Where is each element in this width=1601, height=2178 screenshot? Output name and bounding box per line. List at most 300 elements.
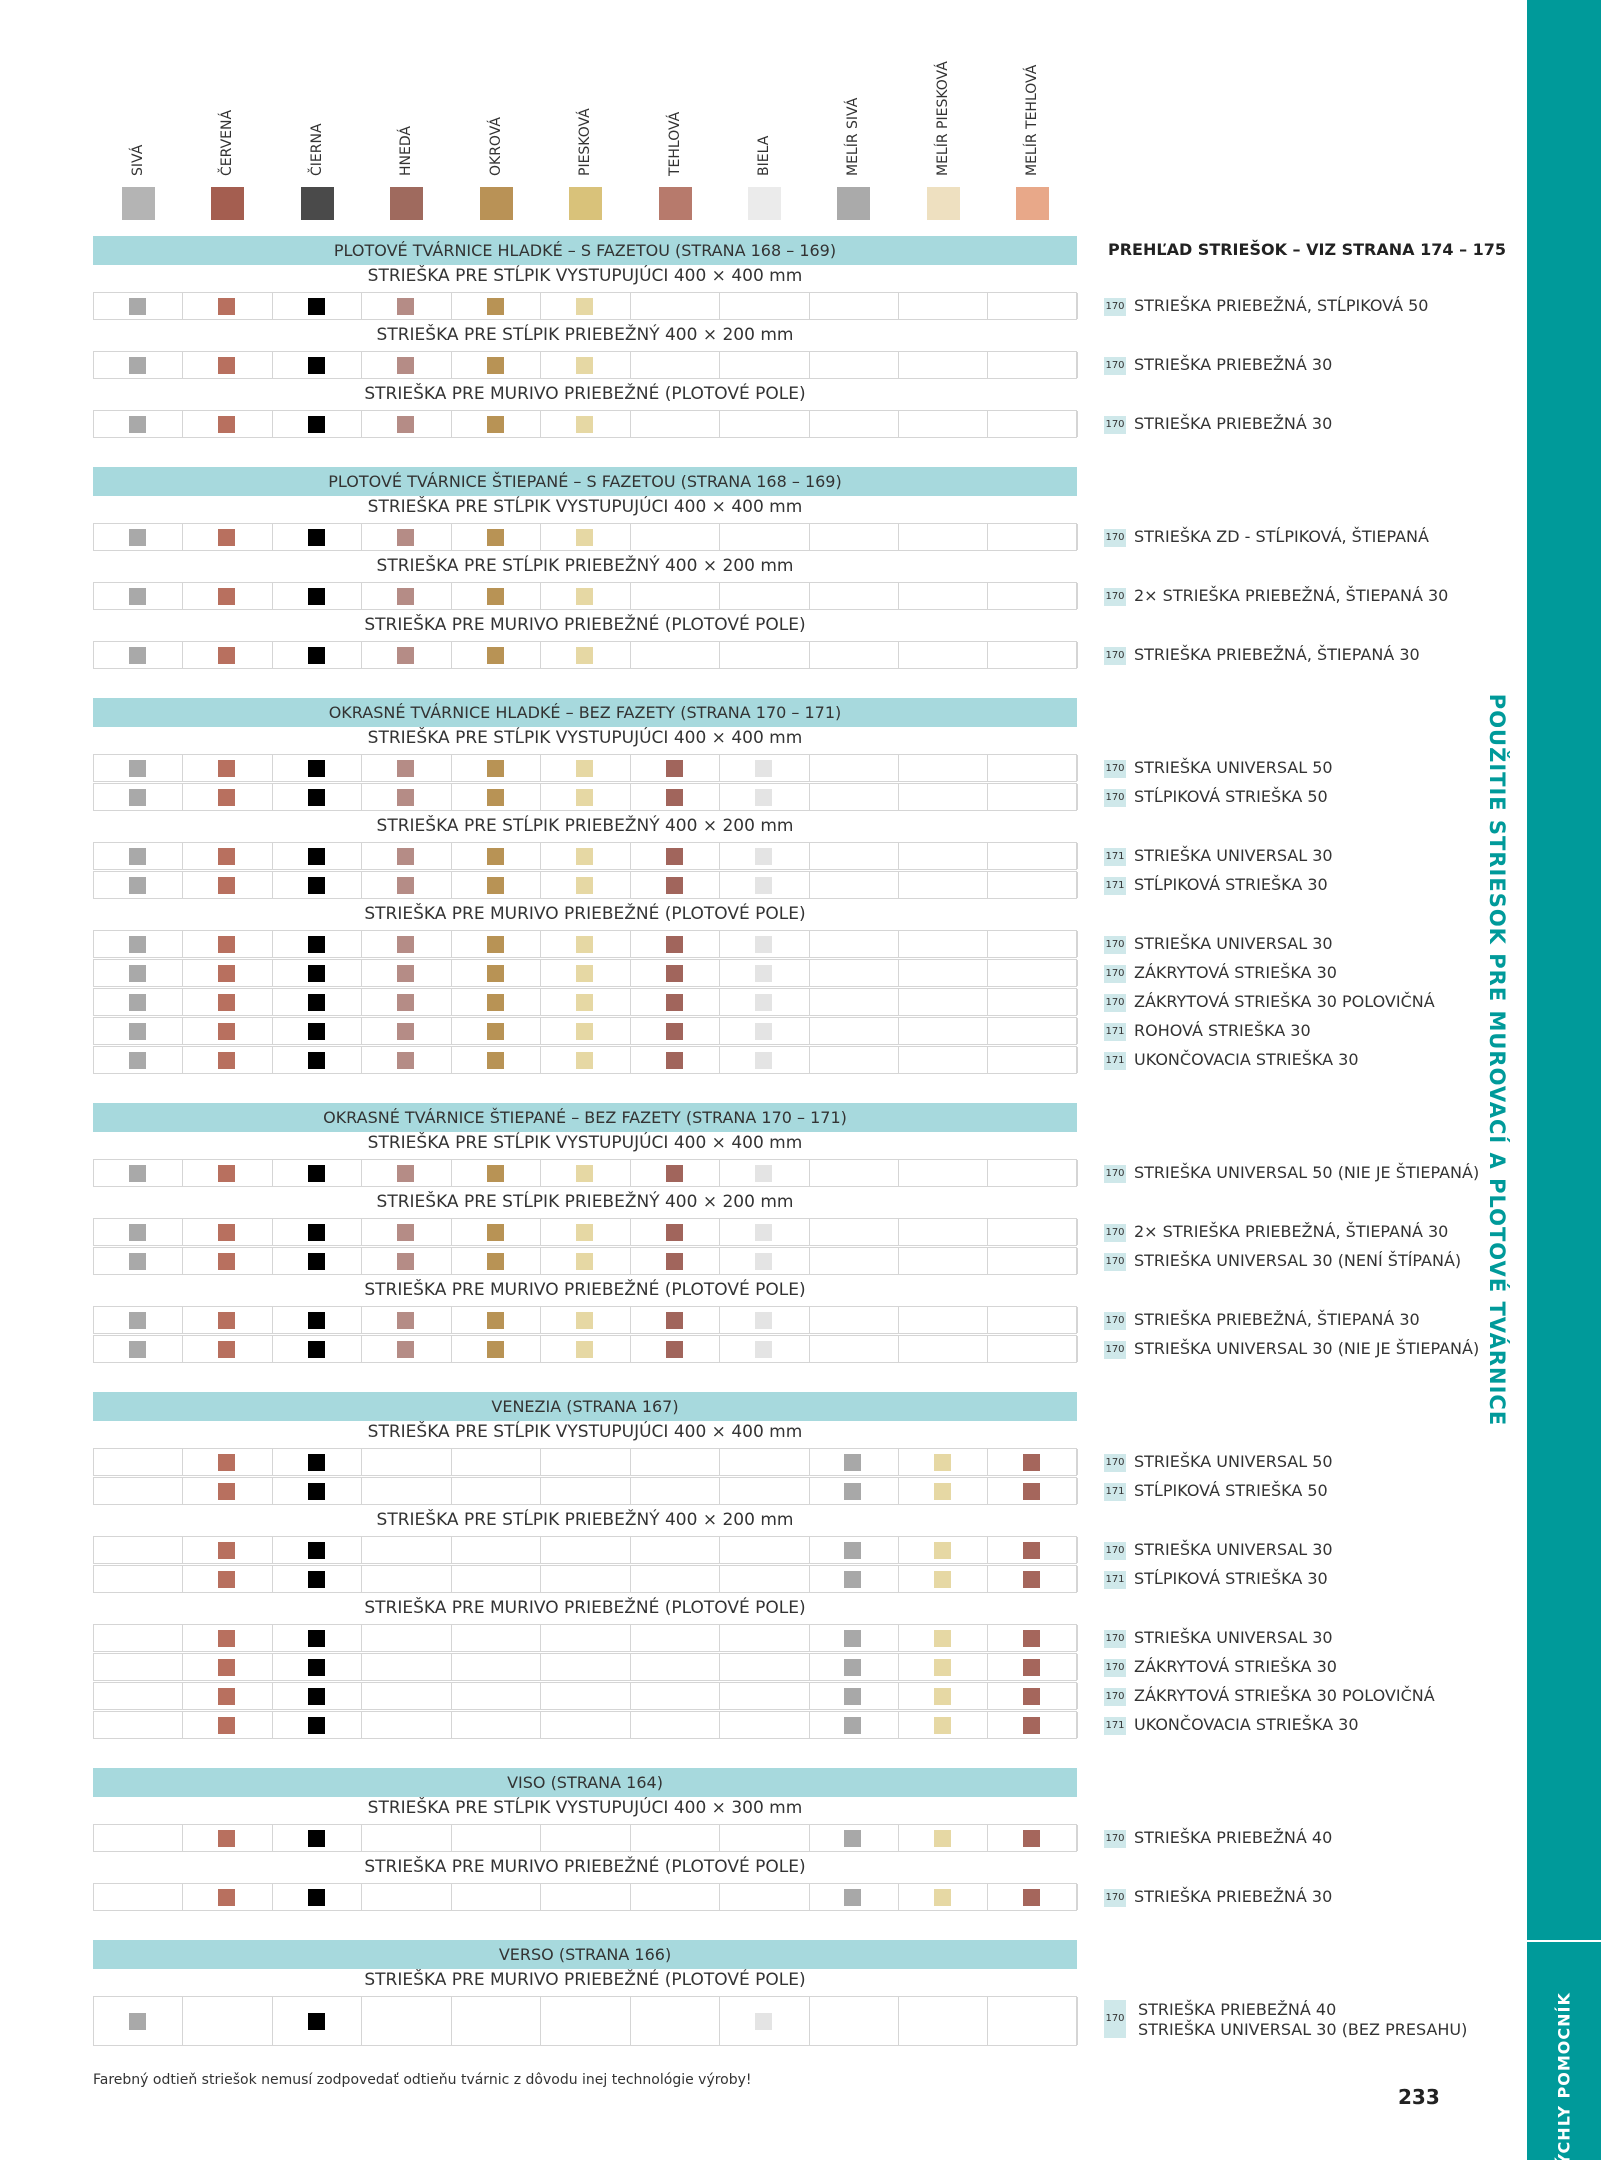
table-cell bbox=[541, 1683, 630, 1709]
reference-page-badge: 170 bbox=[1104, 588, 1126, 606]
reference-page-badge: 171 bbox=[1104, 1571, 1126, 1589]
table-cell bbox=[989, 1997, 1078, 2045]
color-availability-square bbox=[1023, 1571, 1040, 1588]
color-availability-square bbox=[1023, 1830, 1040, 1847]
section-header: PLOTOVÉ TVÁRNICE ŠTIEPANÉ – S FAZETOU (STRANA 168 – 169) bbox=[93, 467, 1077, 496]
reference-entry bbox=[1104, 1828, 1332, 1848]
table-cell bbox=[810, 1160, 899, 1186]
table-row bbox=[93, 1824, 1077, 1852]
reference-text: STRIEŠKA UNIVERSAL 30 bbox=[1134, 934, 1333, 953]
table-cell bbox=[810, 1018, 899, 1044]
color-availability-square bbox=[218, 298, 235, 315]
color-availability-square bbox=[755, 848, 772, 865]
table-cell bbox=[899, 1018, 988, 1044]
table-cell bbox=[631, 1566, 720, 1592]
reference-text: STRIEŠKA PRIEBEŽNÁ 40 bbox=[1138, 2000, 1337, 2019]
color-sample-swatch bbox=[927, 187, 960, 220]
table-cell bbox=[631, 524, 720, 550]
color-availability-square bbox=[666, 1253, 683, 1270]
group-title: STRIEŠKA PRE STĹPIK VYSTUPUJÚCI 400 × 400 mm bbox=[367, 1133, 803, 1153]
reference-text: STRIEŠKA PRIEBEŽNÁ 40 bbox=[1134, 1828, 1333, 1847]
table-cell bbox=[541, 1712, 630, 1738]
color-availability-square bbox=[308, 1483, 325, 1500]
color-availability-square bbox=[1023, 1630, 1040, 1647]
table-cell bbox=[989, 931, 1078, 957]
color-availability-square bbox=[576, 588, 593, 605]
color-availability-square bbox=[666, 789, 683, 806]
reference-page-badge: 170 bbox=[1104, 1454, 1126, 1472]
reference-page-badge: 170 bbox=[1104, 1630, 1126, 1648]
table-cell bbox=[94, 1566, 183, 1592]
color-availability-square bbox=[934, 1889, 951, 1906]
color-availability-square bbox=[129, 1312, 146, 1329]
color-availability-square bbox=[666, 848, 683, 865]
table-cell bbox=[362, 1825, 451, 1851]
reference-page-badge: 170 bbox=[1104, 1542, 1126, 1560]
table-cell bbox=[631, 1654, 720, 1680]
color-availability-square bbox=[218, 1454, 235, 1471]
color-name-label: PIESKOVÁ bbox=[577, 108, 593, 176]
group-title: STRIEŠKA PRE STĹPIK PRIEBEŽNÝ 400 × 200 mm bbox=[376, 1192, 794, 1212]
color-availability-square bbox=[129, 529, 146, 546]
table-cell bbox=[810, 352, 899, 378]
reference-entry bbox=[1104, 414, 1332, 434]
table-row bbox=[93, 1624, 1077, 1652]
color-availability-square bbox=[844, 1659, 861, 1676]
reference-page-badge: 170 bbox=[1104, 529, 1126, 547]
reference-text: STRIEŠKA UNIVERSAL 50 (NIE JE ŠTIEPANÁ) bbox=[1134, 1163, 1480, 1182]
reference-page-badge: 170 bbox=[1104, 416, 1126, 434]
color-availability-square bbox=[666, 877, 683, 894]
reference-text: STRIEŠKA PRIEBEŽNÁ 30 bbox=[1134, 414, 1333, 433]
color-availability-square bbox=[308, 1542, 325, 1559]
color-availability-square bbox=[666, 1224, 683, 1241]
color-availability-square bbox=[487, 1224, 504, 1241]
color-availability-square bbox=[755, 965, 772, 982]
color-availability-square bbox=[129, 965, 146, 982]
reference-entry bbox=[1104, 296, 1428, 316]
table-cell bbox=[810, 843, 899, 869]
reference-page-badge: 170 bbox=[1104, 298, 1126, 316]
table-cell bbox=[810, 784, 899, 810]
color-availability-square bbox=[1023, 1659, 1040, 1676]
table-cell bbox=[452, 1449, 541, 1475]
color-sample-swatch bbox=[837, 187, 870, 220]
color-availability-square bbox=[487, 789, 504, 806]
color-availability-square bbox=[308, 357, 325, 374]
sidebar-divider bbox=[1527, 1940, 1601, 1942]
table-cell bbox=[631, 1625, 720, 1651]
table-row bbox=[93, 1711, 1077, 1739]
color-availability-square bbox=[308, 1454, 325, 1471]
color-availability-square bbox=[934, 1454, 951, 1471]
color-availability-square bbox=[397, 877, 414, 894]
table-cell bbox=[720, 1683, 809, 1709]
reference-text: STRIEŠKA PRIEBEŽNÁ 30 bbox=[1134, 1887, 1333, 1906]
color-availability-square bbox=[755, 1312, 772, 1329]
group-title: STRIEŠKA PRE STĹPIK VYSTUPUJÚCI 400 × 400 mm bbox=[367, 728, 803, 748]
table-cell bbox=[899, 843, 988, 869]
color-availability-square bbox=[755, 1052, 772, 1069]
sidebar-label: RÝCHLY POMOCNÍK bbox=[1554, 1992, 1574, 2178]
color-availability-square bbox=[397, 848, 414, 865]
reference-text: 2× STRIEŠKA PRIEBEŽNÁ, ŠTIEPANÁ 30 bbox=[1134, 1222, 1449, 1241]
color-availability-square bbox=[397, 588, 414, 605]
reference-text: STĹPIKOVÁ STRIEŠKA 30 bbox=[1134, 875, 1328, 894]
color-name-label: MELÍR PIESKOVÁ bbox=[935, 61, 951, 176]
color-availability-square bbox=[487, 529, 504, 546]
color-availability-square bbox=[129, 1165, 146, 1182]
color-availability-square bbox=[397, 760, 414, 777]
reference-page-badge: 170 bbox=[1104, 357, 1126, 375]
color-availability-square bbox=[844, 1571, 861, 1588]
color-availability-square bbox=[308, 588, 325, 605]
color-availability-square bbox=[218, 1052, 235, 1069]
reference-page-badge: 170 bbox=[1104, 1830, 1126, 1848]
table-cell bbox=[989, 1047, 1078, 1073]
group-title: STRIEŠKA PRE STĹPIK PRIEBEŽNÝ 400 × 200 mm bbox=[376, 1510, 794, 1530]
table-cell bbox=[899, 583, 988, 609]
table-cell bbox=[989, 1248, 1078, 1274]
color-availability-square bbox=[308, 1165, 325, 1182]
table-cell bbox=[452, 1712, 541, 1738]
color-availability-square bbox=[218, 588, 235, 605]
table-cell bbox=[989, 583, 1078, 609]
color-name-label: ČERVENÁ bbox=[219, 109, 235, 176]
color-availability-square bbox=[666, 936, 683, 953]
reference-text: STRIEŠKA UNIVERSAL 30 (NENÍ ŠTÍPANÁ) bbox=[1134, 1251, 1462, 1270]
table-cell bbox=[989, 293, 1078, 319]
table-cell bbox=[989, 1336, 1078, 1362]
group-title: STRIEŠKA PRE STĹPIK VYSTUPUJÚCI 400 × 400 mm bbox=[367, 497, 803, 517]
table-cell bbox=[899, 931, 988, 957]
reference-entry bbox=[1104, 758, 1333, 778]
table-cell bbox=[452, 1825, 541, 1851]
reference-page-badge: 171 bbox=[1104, 1023, 1126, 1041]
table-cell bbox=[899, 960, 988, 986]
reference-page-badge: 170 bbox=[1104, 1253, 1126, 1271]
color-sample-swatch bbox=[390, 187, 423, 220]
color-availability-square bbox=[934, 1830, 951, 1847]
reference-text: STRIEŠKA UNIVERSAL 30 (NIE JE ŠTIEPANÁ) bbox=[1134, 1339, 1480, 1358]
reference-text: STRIEŠKA UNIVERSAL 30 bbox=[1134, 1628, 1333, 1647]
reference-entry bbox=[1104, 1628, 1333, 1648]
color-availability-square bbox=[576, 877, 593, 894]
color-sample-swatch bbox=[748, 187, 781, 220]
reference-page-badge: 170 bbox=[1104, 1165, 1126, 1183]
reference-text: STĹPIKOVÁ STRIEŠKA 50 bbox=[1134, 1481, 1328, 1500]
group-title: STRIEŠKA PRE MURIVO PRIEBEŽNÉ (PLOTOVÉ POLE) bbox=[364, 1280, 806, 1300]
table-cell bbox=[810, 524, 899, 550]
table-cell bbox=[362, 1449, 451, 1475]
table-row bbox=[93, 1653, 1077, 1681]
color-availability-square bbox=[397, 1312, 414, 1329]
table-cell bbox=[989, 989, 1078, 1015]
group-title: STRIEŠKA PRE STĹPIK VYSTUPUJÚCI 400 × 400 mm bbox=[367, 266, 803, 286]
reference-page-badge: 171 bbox=[1104, 1717, 1126, 1735]
table-cell bbox=[810, 583, 899, 609]
table-cell bbox=[94, 1654, 183, 1680]
color-availability-square bbox=[576, 357, 593, 374]
table-cell bbox=[810, 1219, 899, 1245]
group-title: STRIEŠKA PRE STĹPIK PRIEBEŽNÝ 400 × 200 mm bbox=[376, 816, 794, 836]
color-availability-square bbox=[308, 1830, 325, 1847]
table-cell bbox=[899, 293, 988, 319]
color-name-label: MELÍR SIVÁ bbox=[845, 97, 861, 176]
group-title: STRIEŠKA PRE MURIVO PRIEBEŽNÉ (PLOTOVÉ POLE) bbox=[364, 615, 806, 635]
table-cell bbox=[720, 1478, 809, 1504]
table-cell bbox=[989, 352, 1078, 378]
table-cell bbox=[989, 872, 1078, 898]
table-cell bbox=[362, 1654, 451, 1680]
table-cell bbox=[362, 1997, 451, 2045]
table-cell bbox=[899, 524, 988, 550]
reference-page-badge: 170 bbox=[1104, 1659, 1126, 1677]
color-availability-square bbox=[755, 789, 772, 806]
color-availability-square bbox=[844, 1830, 861, 1847]
color-availability-square bbox=[487, 647, 504, 664]
reference-text: STRIEŠKA UNIVERSAL 30 (BEZ PRESAHU) bbox=[1138, 2020, 1468, 2039]
group-title: STRIEŠKA PRE STĹPIK VYSTUPUJÚCI 400 × 400 mm bbox=[367, 1422, 803, 1442]
table-row bbox=[93, 1883, 1077, 1911]
color-sample-swatch bbox=[659, 187, 692, 220]
color-availability-square bbox=[755, 877, 772, 894]
color-availability-square bbox=[218, 416, 235, 433]
color-availability-square bbox=[576, 1023, 593, 1040]
color-availability-square bbox=[308, 1717, 325, 1734]
color-availability-square bbox=[129, 760, 146, 777]
table-cell bbox=[362, 1683, 451, 1709]
color-name-label: BIELA bbox=[756, 135, 772, 176]
color-availability-square bbox=[397, 936, 414, 953]
color-availability-square bbox=[397, 1165, 414, 1182]
table-cell bbox=[720, 1825, 809, 1851]
table-cell bbox=[452, 1537, 541, 1563]
table-cell bbox=[94, 1884, 183, 1910]
reference-entry bbox=[1104, 1657, 1337, 1677]
footnote: Farebný odtieň striešok nemusí zodpovedať odtieňu tvárnic z dôvodu inej technológie výroby! bbox=[93, 2072, 752, 2088]
reference-page-badge: 170 bbox=[1104, 1341, 1126, 1359]
reference-text: STRIEŠKA UNIVERSAL 50 bbox=[1134, 758, 1333, 777]
reference-text: ZÁKRYTOVÁ STRIEŠKA 30 bbox=[1134, 963, 1337, 982]
color-availability-square bbox=[397, 994, 414, 1011]
color-sample-swatch bbox=[301, 187, 334, 220]
reference-text: ZÁKRYTOVÁ STRIEŠKA 30 POLOVIČNÁ bbox=[1134, 1686, 1435, 1705]
color-availability-square bbox=[129, 1341, 146, 1358]
reference-entry bbox=[1104, 1050, 1359, 1070]
color-availability-square bbox=[308, 1253, 325, 1270]
color-availability-square bbox=[666, 1052, 683, 1069]
color-availability-square bbox=[129, 877, 146, 894]
reference-page-badge: 170 bbox=[1104, 936, 1126, 954]
color-availability-square bbox=[844, 1717, 861, 1734]
table-cell bbox=[989, 1018, 1078, 1044]
group-title: STRIEŠKA PRE STĹPIK VYSTUPUJÚCI 400 × 300 mm bbox=[367, 1798, 803, 1818]
color-availability-square bbox=[308, 1052, 325, 1069]
reference-page-badge: 171 bbox=[1104, 1052, 1126, 1070]
side-heading: POUŽITIE STRIESOK PRE MUROVACÍ A PLOTOVÉ TVÁRNICE bbox=[1485, 693, 1509, 1427]
color-availability-square bbox=[129, 416, 146, 433]
color-availability-square bbox=[397, 298, 414, 315]
color-availability-square bbox=[487, 1023, 504, 1040]
color-availability-square bbox=[308, 965, 325, 982]
table-cell bbox=[94, 1683, 183, 1709]
table-cell bbox=[94, 1625, 183, 1651]
group-title: STRIEŠKA PRE STĹPIK PRIEBEŽNÝ 400 × 200 mm bbox=[376, 556, 794, 576]
reference-entry bbox=[1104, 1163, 1479, 1183]
section-header: OKRASNÉ TVÁRNICE HLADKÉ – BEZ FAZETY (STRANA 170 – 171) bbox=[93, 698, 1077, 727]
color-availability-square bbox=[129, 1052, 146, 1069]
table-cell bbox=[899, 989, 988, 1015]
color-availability-square bbox=[308, 1688, 325, 1705]
table-cell bbox=[899, 352, 988, 378]
group-title: STRIEŠKA PRE MURIVO PRIEBEŽNÉ (PLOTOVÉ POLE) bbox=[364, 384, 806, 404]
color-availability-square bbox=[129, 1224, 146, 1241]
color-availability-square bbox=[576, 1312, 593, 1329]
table-cell bbox=[631, 411, 720, 437]
table-cell bbox=[810, 989, 899, 1015]
table-cell bbox=[631, 1712, 720, 1738]
color-availability-square bbox=[129, 647, 146, 664]
table-cell bbox=[541, 1884, 630, 1910]
reference-text: STRIEŠKA PRIEBEŽNÁ, STĹPIKOVÁ 50 bbox=[1134, 296, 1429, 315]
color-availability-square bbox=[308, 1889, 325, 1906]
reference-entry bbox=[1104, 992, 1435, 1012]
color-availability-square bbox=[755, 1224, 772, 1241]
table-cell bbox=[899, 1997, 988, 2045]
reference-entry bbox=[1104, 1481, 1328, 1501]
color-availability-square bbox=[218, 1717, 235, 1734]
color-availability-square bbox=[844, 1454, 861, 1471]
color-availability-square bbox=[1023, 1889, 1040, 1906]
section-header: VERSO (STRANA 166) bbox=[93, 1940, 1077, 1969]
color-availability-square bbox=[218, 1830, 235, 1847]
reference-page-badge: 170 bbox=[1104, 965, 1126, 983]
table-cell bbox=[631, 1478, 720, 1504]
color-sample-swatch bbox=[480, 187, 513, 220]
color-availability-square bbox=[487, 1253, 504, 1270]
table-cell bbox=[720, 642, 809, 668]
color-availability-square bbox=[1023, 1454, 1040, 1471]
group-title: STRIEŠKA PRE MURIVO PRIEBEŽNÉ (PLOTOVÉ POLE) bbox=[364, 1857, 806, 1877]
color-availability-square bbox=[1023, 1688, 1040, 1705]
table-cell bbox=[94, 1712, 183, 1738]
color-availability-square bbox=[129, 357, 146, 374]
table-cell bbox=[541, 1566, 630, 1592]
color-availability-square bbox=[666, 1312, 683, 1329]
reference-text: STRIEŠKA UNIVERSAL 30 bbox=[1134, 1540, 1333, 1559]
color-availability-square bbox=[487, 1052, 504, 1069]
color-availability-square bbox=[934, 1717, 951, 1734]
color-availability-square bbox=[218, 1224, 235, 1241]
color-availability-square bbox=[218, 357, 235, 374]
reference-entry bbox=[1104, 355, 1332, 375]
table-cell bbox=[631, 1683, 720, 1709]
table-cell bbox=[362, 1478, 451, 1504]
reference-text: STRIEŠKA UNIVERSAL 50 bbox=[1134, 1452, 1333, 1471]
color-availability-square bbox=[397, 529, 414, 546]
color-availability-square bbox=[218, 1341, 235, 1358]
reference-text: UKONČOVACIA STRIEŠKA 30 bbox=[1134, 1050, 1359, 1069]
color-availability-square bbox=[397, 1341, 414, 1358]
reference-entry bbox=[1104, 875, 1328, 895]
color-availability-square bbox=[487, 965, 504, 982]
reference-text: STRIEŠKA PRIEBEŽNÁ, ŠTIEPANÁ 30 bbox=[1134, 645, 1420, 664]
color-availability-square bbox=[576, 936, 593, 953]
reference-page-badge: 170 bbox=[1104, 2000, 1126, 2038]
table-cell bbox=[989, 411, 1078, 437]
color-availability-square bbox=[576, 1224, 593, 1241]
color-availability-square bbox=[934, 1630, 951, 1647]
table-cell bbox=[541, 1997, 630, 2045]
color-availability-square bbox=[218, 529, 235, 546]
color-availability-square bbox=[755, 1253, 772, 1270]
table-cell bbox=[899, 1160, 988, 1186]
color-availability-square bbox=[934, 1571, 951, 1588]
color-availability-square bbox=[129, 588, 146, 605]
table-cell bbox=[720, 411, 809, 437]
color-availability-square bbox=[308, 994, 325, 1011]
table-cell bbox=[452, 1625, 541, 1651]
color-availability-square bbox=[397, 1052, 414, 1069]
color-name-label: OKROVÁ bbox=[488, 117, 504, 176]
color-availability-square bbox=[666, 965, 683, 982]
table-cell bbox=[94, 1449, 183, 1475]
color-availability-square bbox=[397, 1023, 414, 1040]
section-header: OKRASNÉ TVÁRNICE ŠTIEPANÉ – BEZ FAZETY (STRANA 170 – 171) bbox=[93, 1103, 1077, 1132]
color-availability-square bbox=[218, 647, 235, 664]
color-availability-square bbox=[218, 1659, 235, 1676]
color-availability-square bbox=[487, 1341, 504, 1358]
color-availability-square bbox=[129, 994, 146, 1011]
table-cell bbox=[810, 1248, 899, 1274]
color-availability-square bbox=[218, 848, 235, 865]
color-availability-square bbox=[755, 1165, 772, 1182]
table-cell bbox=[541, 1478, 630, 1504]
table-cell bbox=[810, 960, 899, 986]
table-cell bbox=[810, 1997, 899, 2045]
table-cell bbox=[810, 1047, 899, 1073]
table-cell bbox=[989, 1307, 1078, 1333]
color-availability-square bbox=[487, 416, 504, 433]
color-availability-square bbox=[576, 1165, 593, 1182]
reference-entry bbox=[1104, 1251, 1461, 1271]
color-availability-square bbox=[487, 588, 504, 605]
table-cell bbox=[989, 960, 1078, 986]
table-row bbox=[93, 1477, 1077, 1505]
color-availability-square bbox=[308, 1341, 325, 1358]
color-availability-square bbox=[218, 1688, 235, 1705]
color-availability-square bbox=[487, 760, 504, 777]
table-cell bbox=[899, 1047, 988, 1073]
color-availability-square bbox=[576, 848, 593, 865]
color-availability-square bbox=[487, 936, 504, 953]
color-availability-square bbox=[934, 1688, 951, 1705]
color-availability-square bbox=[487, 848, 504, 865]
color-availability-square bbox=[308, 2013, 325, 2030]
color-availability-square bbox=[308, 647, 325, 664]
table-cell bbox=[899, 1307, 988, 1333]
reference-entry bbox=[1104, 1222, 1448, 1242]
reference-entry bbox=[1104, 1715, 1359, 1735]
color-availability-square bbox=[666, 994, 683, 1011]
color-availability-square bbox=[129, 1253, 146, 1270]
reference-text: ZÁKRYTOVÁ STRIEŠKA 30 bbox=[1134, 1657, 1337, 1676]
color-availability-square bbox=[576, 789, 593, 806]
color-availability-square bbox=[218, 1571, 235, 1588]
table-cell bbox=[631, 1884, 720, 1910]
color-availability-square bbox=[397, 416, 414, 433]
